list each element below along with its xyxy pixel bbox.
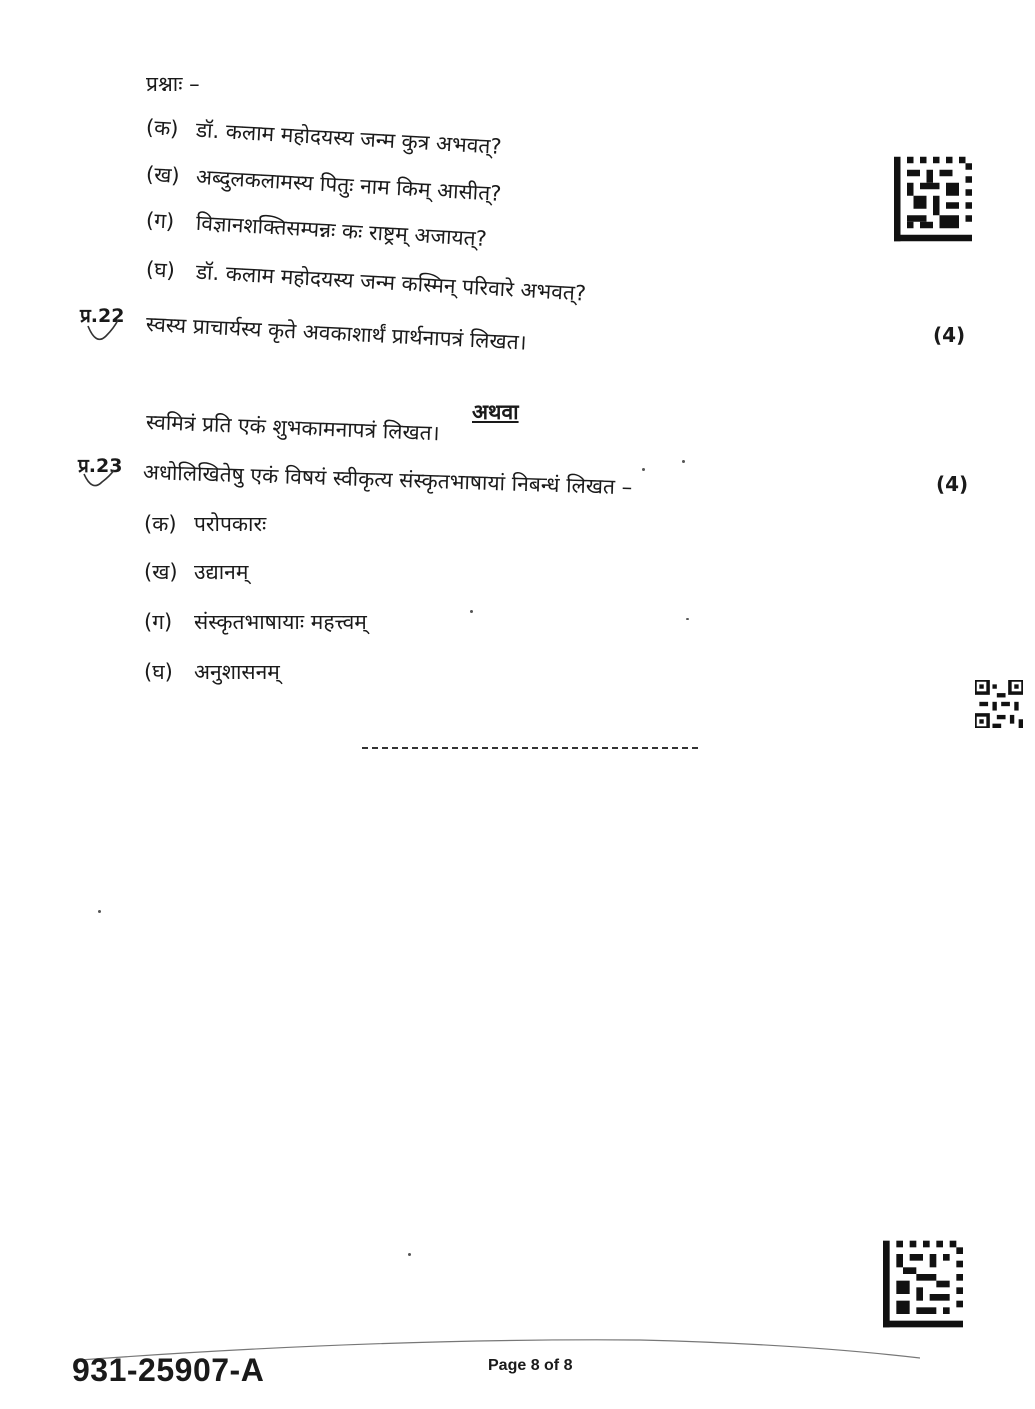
list-item: (ख) उद्यानम् — [144, 560, 249, 584]
question-22-alternative: स्वमित्रं प्रति एकं शुभकामनापत्रं लिखत। — [145, 410, 441, 446]
datamatrix-code-icon — [883, 1240, 963, 1328]
paper-code: 931-25907-A — [72, 1352, 265, 1388]
scan-speck — [98, 910, 101, 913]
list-item: (घ) डॉ. कलाम महोदयस्य जन्म कस्मिन् परिवारे अभवत्? — [145, 257, 587, 306]
list-item: (ग) संस्कृतभाषायाः महत्त्वम् — [144, 610, 367, 634]
list-item: (क) परोपकारः — [144, 512, 267, 536]
scan-speck — [408, 1253, 411, 1256]
questions-heading: प्रश्नाः – — [146, 72, 200, 96]
question-number-22: प्र.22 — [80, 305, 125, 327]
scan-speck — [682, 460, 685, 463]
or-label: अथवा — [472, 400, 519, 424]
page-number: Page 8 of 8 — [488, 1357, 573, 1374]
question-23-text: अधोलिखितेषु एकं विषयं स्वीकृत्य संस्कृतभाषायां निबन्धं लिखत – — [142, 460, 633, 500]
datamatrix-code-icon — [894, 156, 972, 242]
list-item: (ग) विज्ञानशक्तिसम्पन्नः कः राष्ट्रम् अजायत्? — [145, 208, 488, 252]
list-item: (घ) अनुशासनम् — [144, 660, 280, 684]
tick-mark-icon — [86, 318, 120, 346]
end-of-paper-divider — [362, 747, 698, 749]
marks-q23: (4) — [936, 472, 969, 496]
qr-code-icon — [975, 680, 1023, 728]
tick-mark-icon — [82, 468, 116, 492]
list-item: (ख) अब्दुलकलामस्य पितुः नाम किम् आसीत्? — [145, 162, 502, 206]
scan-speck — [642, 468, 645, 471]
scan-speck — [470, 610, 473, 613]
list-item: (क) डॉ. कलाम महोदयस्य जन्म कुत्र अभवत्? — [145, 115, 503, 159]
marks-q22: (4) — [933, 323, 966, 347]
question-22-text: स्वस्य प्राचार्यस्य कृते अवकाशार्थं प्रार्थनापत्रं लिखत। — [145, 312, 528, 355]
question-number-23: प्र.23 — [78, 455, 123, 477]
scan-speck — [686, 618, 689, 620]
